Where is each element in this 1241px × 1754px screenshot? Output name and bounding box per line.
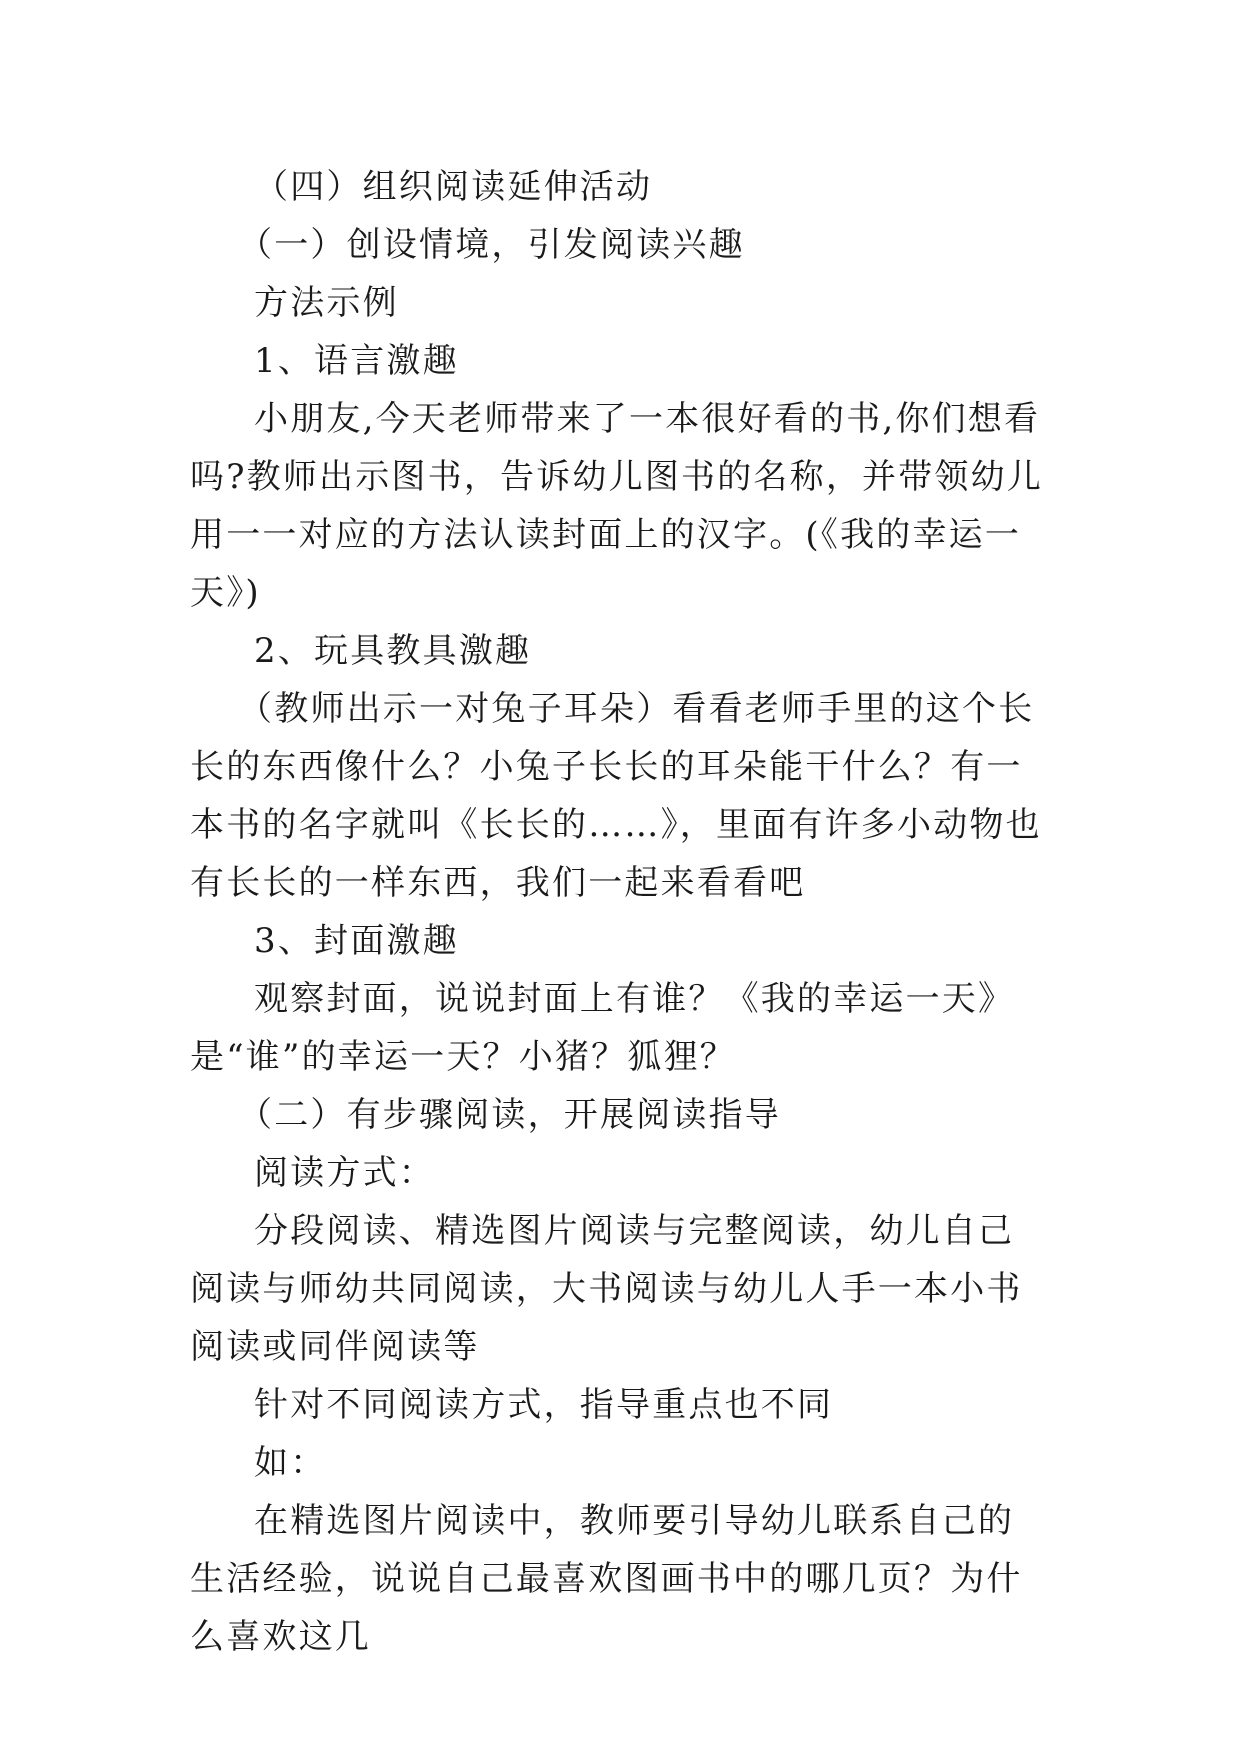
item-cover-heading: 3、封面激趣	[254, 921, 459, 961]
cover-paragraph: 观察封面，说说封面上有谁？《我的幸运一天》是“谁”的幸运一天？小猪？狐狸？	[190, 979, 1015, 1077]
document-body	[190, 158, 1050, 1666]
language-paragraph: 小朋友,今天老师带来了一本很好看的书,你们想看吗?教师出示图书，告诉幼儿图书的名称，并带领幼儿用一一对应的方法认读封面上的汉字。(《我的幸运一天》)	[190, 399, 1044, 613]
picture-reading-paragraph: 在精选图片阅读中，教师要引导幼儿联系自己的生活经验，说说自己最喜欢图画书中的哪几页？为什么喜欢这几	[190, 1501, 1023, 1657]
section-heading-two: （二）有步骤阅读，开展阅读指导	[238, 1095, 781, 1135]
section-heading-one: （一）创设情境，引发阅读兴趣	[238, 225, 745, 265]
example-label: 如：	[254, 1443, 327, 1483]
toy-paragraph: （教师出示一对兔子耳朵）看看老师手里的这个长长的东西像什么？小兔子长长的耳朵能干什么？有一本书的名字就叫《长长的……》，里面有许多小动物也有长长的一样东西，我们一起来看看吧	[190, 689, 1042, 903]
item-toy-heading: 2、玩具教具激趣	[254, 631, 532, 671]
section-heading-four: （四）组织阅读延伸活动	[254, 167, 653, 207]
item-language-heading: 1、语言激趣	[254, 341, 459, 381]
reading-mode-heading: 阅读方式：	[254, 1153, 435, 1193]
method-example-heading: 方法示例	[254, 283, 399, 323]
reading-mode-paragraph: 分段阅读、精选图片阅读与完整阅读，幼儿自己阅读与师幼共同阅读，大书阅读与幼儿人手一本小书阅读或同伴阅读等	[190, 1211, 1023, 1367]
guidance-paragraph: 针对不同阅读方式，指导重点也不同	[254, 1385, 834, 1425]
